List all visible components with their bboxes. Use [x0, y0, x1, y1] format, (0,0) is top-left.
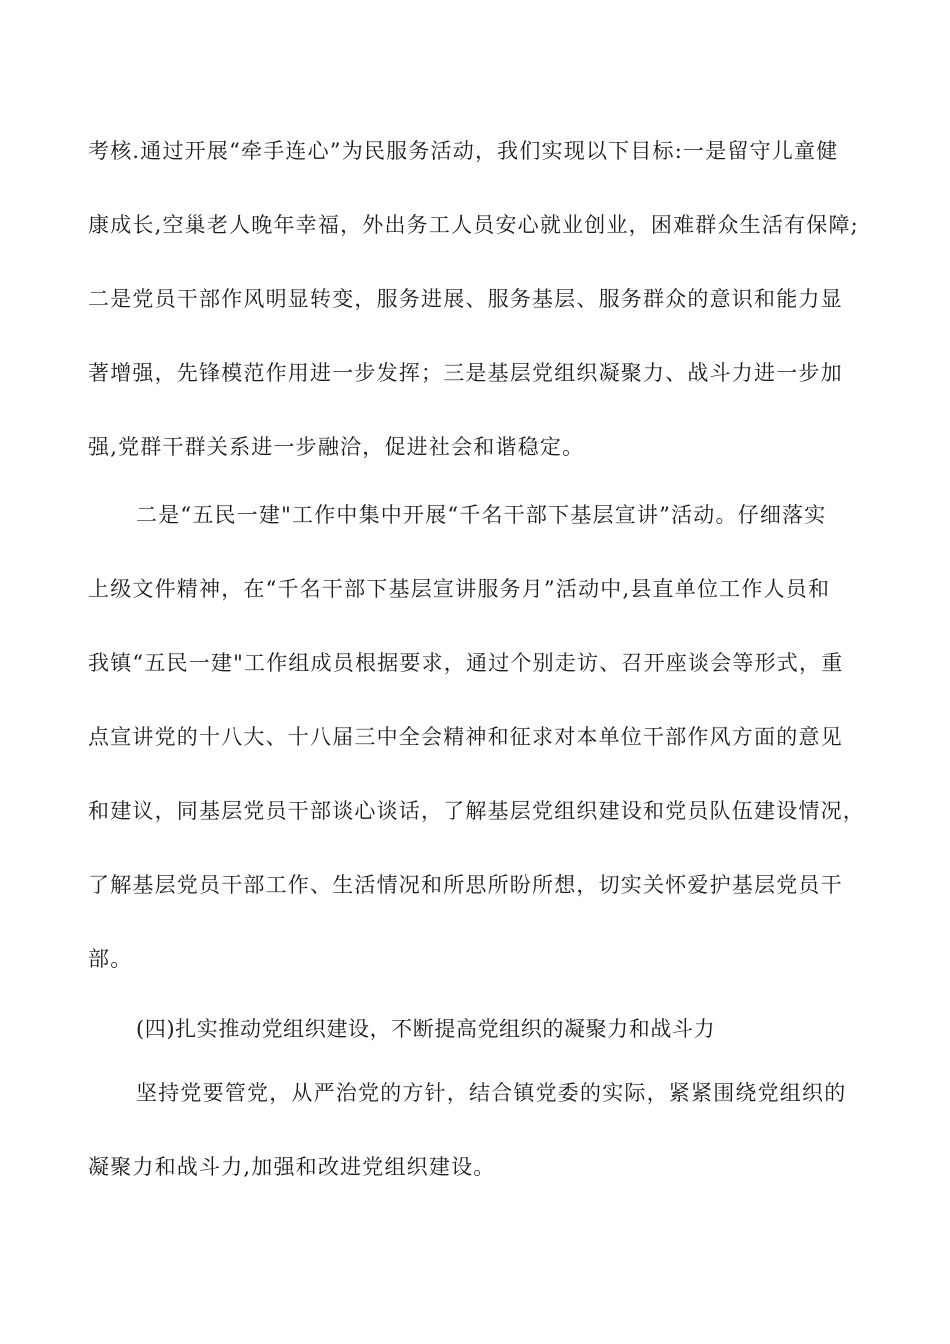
body-text-line: 点宣讲党的十八大、十八届三中全会精神和征求对本单位干部作风方面的意见 — [88, 725, 843, 749]
body-text-line: 凝聚力和战斗力,加强和改进党组织建设。 — [88, 1155, 496, 1179]
body-text-line: 二是党员干部作风明显转变，服务进展、服务基层、服务群众的意识和能力显 — [88, 287, 843, 311]
body-text-line: 考核.通过开展“牵手连心”为民服务活动，我们实现以下目标:一是留守儿童健 — [88, 139, 839, 163]
body-text-line: 我镇“五民一建"工作组成员根据要求，通过个别走访、召开座谈会等形式，重 — [88, 651, 844, 675]
body-text-line: 了解基层党员干部工作、生活情况和所思所盼所想，切实关怀爱护基层党员干 — [88, 873, 843, 897]
body-text-line: 强,党群干群关系进一步融洽，促进社会和谐稳定。 — [88, 435, 585, 459]
body-text-line: 康成长,空巢老人晚年幸福，外出务工人员安心就业创业，困难群众生活有保障; — [88, 213, 859, 237]
section-heading: (四)扎实推动党组织建设，不断提高党组织的凝聚力和战斗力 — [136, 1017, 716, 1041]
body-text-line: 二是“五民一建"工作中集中开展“千名干部下基层宣讲”活动。仔细落实 — [136, 503, 827, 527]
body-text-line: 著增强，先锋模范作用进一步发挥；三是基层党组织凝聚力、战斗力进一步加 — [88, 361, 843, 385]
body-text-line: 部。 — [88, 947, 133, 971]
body-text-line: 和建议，同基层党员干部谈心谈话，了解基层党组织建设和党员队伍建设情况， — [88, 799, 865, 823]
body-text-line: 上级文件精神，在“千名干部下基层宣讲服务月”活动中,县直单位工作人员和 — [88, 577, 831, 601]
body-text-line: 坚持党要管党，从严治党的方针，结合镇党委的实际，紧紧围绕党组织的 — [136, 1081, 847, 1105]
